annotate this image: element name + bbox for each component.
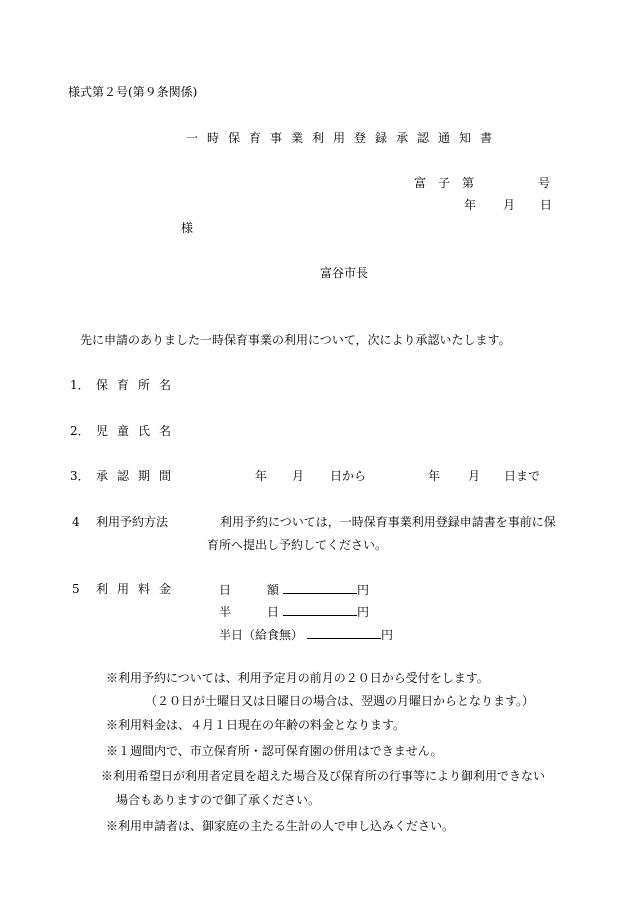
- period-from-year: 年: [255, 469, 268, 483]
- item-child-number: 2．: [70, 424, 90, 438]
- item-fee-number: 5: [72, 582, 80, 596]
- item-nursery-number: 1．: [70, 378, 90, 392]
- item-reservation-label: 利用予約方法: [96, 515, 169, 529]
- note-capacity-line2: 場合もありますので御了承ください。: [116, 793, 321, 807]
- fee-amount-blank: [283, 603, 357, 616]
- date-year: 年: [464, 198, 477, 212]
- period-from-month: 月: [292, 469, 305, 483]
- fee-row-half-day-no-meal: [219, 626, 393, 643]
- reservation-text-line2: 育所へ提出し予約してください。: [207, 538, 388, 552]
- issuer: 富谷市長: [320, 266, 369, 280]
- note-applicant: ※利用申請者は、御家庭の主たる生計の人で申し込みください。: [106, 819, 455, 833]
- fee-amount-blank: [283, 581, 357, 594]
- item-period-label: 承認期間: [96, 469, 181, 483]
- note-reservation: ※利用予約については、利用予定月の前月の２０日から受付をします。: [106, 671, 489, 685]
- addressee-suffix: 様: [181, 221, 194, 235]
- item-nursery-label: 保育所名: [96, 378, 181, 392]
- item-period-number: 3．: [70, 469, 90, 483]
- fee-row-label: 日 額: [219, 583, 280, 597]
- item-child-label: 児童氏名: [96, 424, 181, 438]
- reservation-text-line1: 利用予約については，一時保育事業利用登録申請書を事前に保: [220, 515, 556, 529]
- note-capacity-line1: ※利用希望日が利用者定員を超えた場合及び保育所の行事等により御利用できない: [101, 769, 546, 783]
- fee-unit: 円: [357, 583, 370, 597]
- fee-amount-blank: [307, 626, 381, 639]
- note-no-combined-use: ※１週間内で、市立保育所・認可保育園の併用はできません。: [106, 744, 443, 758]
- date-month: 月: [503, 198, 516, 212]
- item-fee-label: 利用料金: [96, 582, 181, 596]
- note-reservation-weekend: （２０日が土曜日又は日曜日の場合は、翌週の月曜日からとなります。）: [145, 694, 535, 708]
- fee-row-daily: [219, 581, 369, 598]
- intro-text: 先に申請のありました一時保育事業の利用について，次により承認いたします。: [80, 333, 511, 347]
- fee-unit: 円: [381, 628, 394, 642]
- date-day: 日: [540, 198, 553, 212]
- item-reservation-number: 4: [72, 515, 80, 529]
- period-from-day: 日から: [330, 469, 367, 483]
- period-to-year: 年: [428, 469, 441, 483]
- document-title: 一時保育事業利用登録承認通知書: [186, 131, 502, 145]
- fee-row-label: 半 日: [219, 605, 280, 619]
- form-label: 様式第２号(第９条関係): [68, 85, 198, 99]
- note-fee-age: ※利用料金は、４月１日現在の年齢の料金となります。: [106, 718, 406, 732]
- fee-row-label: 半日（給食無）: [219, 628, 304, 642]
- fee-row-half-day: [219, 603, 369, 620]
- document-number-prefix: 富 子 第: [414, 176, 475, 190]
- period-to-day: 日まで: [504, 469, 541, 483]
- period-to-month: 月: [468, 469, 481, 483]
- fee-unit: 円: [357, 605, 370, 619]
- document-number-suffix: 号: [538, 176, 551, 190]
